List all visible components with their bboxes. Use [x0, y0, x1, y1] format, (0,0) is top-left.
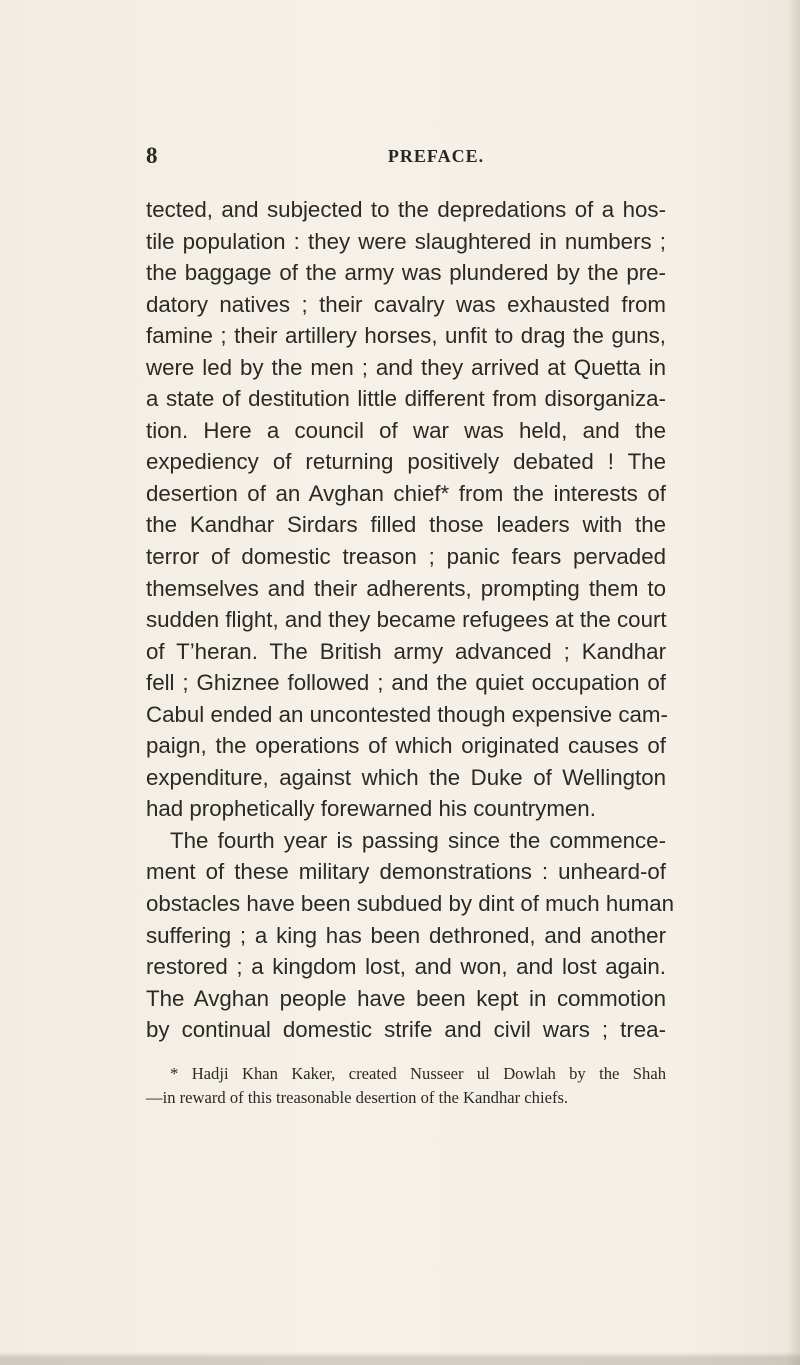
footnote-line: —in reward of this treasonable desertion of the Kandhar chiefs.: [146, 1088, 569, 1107]
text-line: the Kandhar Sirdars filled those leaders with the: [146, 512, 666, 538]
text-line: expediency of returning positively debated ! The: [146, 449, 666, 475]
text-line: of T’heran. The British army advanced ; Kandhar: [146, 638, 666, 664]
page-edge-shadow: [786, 0, 800, 1365]
text-line: terror of domestic treason ; panic fears pervaded: [146, 544, 666, 570]
page-header: [146, 141, 666, 171]
text-line: fell ; Ghiznee followed ; and the quiet occupation of: [146, 670, 666, 696]
text-line: famine ; their artillery horses, unfit to drag the guns,: [146, 323, 666, 349]
text-line: desertion of an Avghan chief* from the interests of: [146, 480, 666, 506]
footnote: [146, 1062, 666, 1110]
page-bottom-edge: [0, 1352, 800, 1365]
text-line: restored ; a kingdom lost, and won, and lost again.: [146, 954, 666, 980]
text-line: tion. Here a council of war was held, and the: [146, 417, 666, 443]
text-line: expenditure, against which the Duke of Wellington: [146, 764, 666, 790]
text-line: themselves and their adherents, prompting them to: [146, 575, 666, 601]
text-line: Cabul ended an uncontested though expensive cam-: [146, 701, 668, 727]
text-line: by continual domestic strife and civil wars ; trea-: [146, 1017, 666, 1043]
text-line: had prophetically forewarned his countrymen.: [146, 796, 596, 822]
text-line: The Avghan people have been kept in commotion: [146, 985, 666, 1011]
body-text: [146, 194, 675, 1046]
page-number: 8: [146, 143, 158, 168]
text-line: tile population : they were slaughtered in numbers ;: [146, 228, 666, 254]
text-line: datory natives ; their cavalry was exhausted from: [146, 291, 666, 317]
text-line: ment of these military demonstrations : unheard-of: [146, 859, 666, 885]
text-line: were led by the men ; and they arrived at Quetta in: [146, 354, 666, 380]
running-head: PREFACE.: [387, 146, 485, 166]
text-line: the baggage of the army was plundered by the pre-: [146, 260, 666, 286]
text-line: suffering ; a king has been dethroned, and another: [146, 922, 666, 948]
text-line: paign, the operations of which originated causes of: [146, 733, 666, 759]
text-line: a state of destitution little different from disorganiza-: [146, 386, 666, 412]
footnote-line: * Hadji Khan Kaker, created Nusseer ul Dowlah by the Shah: [170, 1064, 666, 1083]
text-line: The fourth year is passing since the commence-: [170, 827, 666, 853]
text-line: sudden flight, and they became refugees at the court: [146, 607, 667, 633]
text-line: obstacles have been subdued by dint of much human: [146, 891, 675, 917]
text-line: tected, and subjected to the depredations of a hos-: [146, 197, 666, 222]
